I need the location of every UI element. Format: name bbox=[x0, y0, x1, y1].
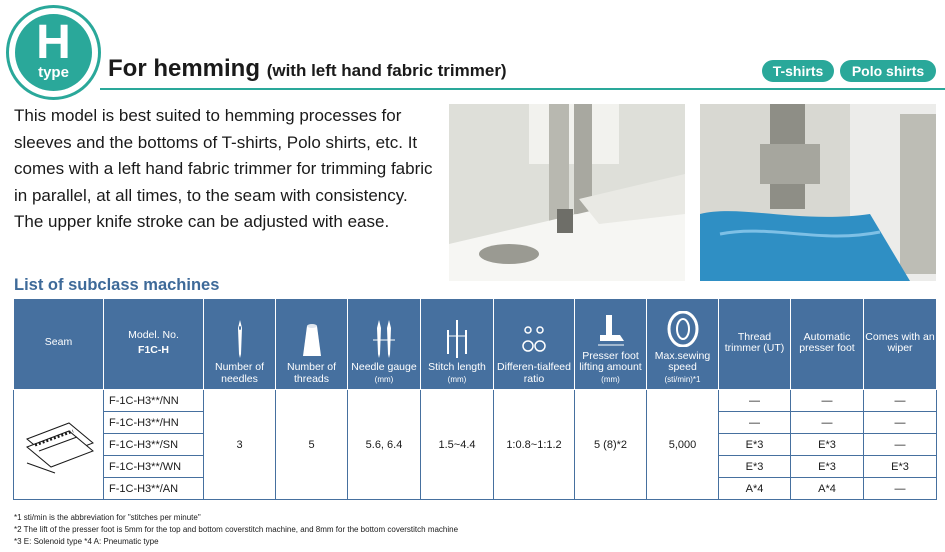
model-cell: F-1C-H3**/AN bbox=[104, 478, 204, 500]
header-needles: Number of needles bbox=[204, 299, 276, 390]
wiper-cell: — bbox=[864, 390, 937, 412]
gauge-cell: 5.6, 6.4 bbox=[348, 390, 421, 500]
header-speed-unit: (sti/min)*1 bbox=[664, 374, 701, 384]
machine-photo-1 bbox=[449, 104, 685, 281]
footnotes bbox=[14, 512, 458, 548]
wiper-cell: — bbox=[864, 412, 937, 434]
needle-icon bbox=[235, 320, 245, 358]
type-badge-inner bbox=[15, 14, 92, 91]
diff-cell: 1:0.8~1:1.2 bbox=[494, 390, 575, 500]
header-speed: Max.sewing speed (sti/min)*1 bbox=[647, 299, 719, 390]
table-row bbox=[14, 390, 937, 412]
wiper-cell: — bbox=[864, 434, 937, 456]
header-thread-trimmer: Thread trimmer (UT) bbox=[719, 299, 791, 390]
model-cell: F-1C-H3**/NN bbox=[104, 390, 204, 412]
header-threads: Number of threads bbox=[276, 299, 348, 390]
presser-cell: 5 (8)*2 bbox=[575, 390, 647, 500]
header-gauge-unit: (mm) bbox=[374, 374, 394, 384]
table-header-row bbox=[14, 299, 937, 390]
needle-gauge-icon bbox=[371, 320, 397, 358]
trimmer-cell: A*4 bbox=[719, 478, 791, 500]
auto-presser-cell: E*3 bbox=[791, 456, 864, 478]
header-stitch-unit: (mm) bbox=[447, 374, 467, 384]
title-underline bbox=[100, 88, 945, 90]
model-cell: F-1C-H3**/HN bbox=[104, 412, 204, 434]
header-presser-unit: (mm) bbox=[601, 374, 620, 384]
header-wiper: Comes with an wiper bbox=[864, 299, 937, 390]
header-gauge: Needle gauge (mm) bbox=[348, 299, 421, 390]
speed-cell: 5,000 bbox=[647, 390, 719, 500]
type-badge-sub: type bbox=[38, 64, 69, 81]
type-badge-letter: H bbox=[36, 16, 71, 69]
seam-diagram-icon bbox=[19, 403, 99, 483]
model-cell: F-1C-H3**/SN bbox=[104, 434, 204, 456]
header-model-label: Model. No. bbox=[128, 328, 179, 341]
header-differential: Differen-tialfeed ratio bbox=[494, 299, 575, 390]
subclass-table bbox=[13, 298, 937, 500]
footnote-2: *2 The lift of the presser foot is 5mm for the top and bottom coverstitch machine, and 8mm for the bottom coverstitch machine bbox=[14, 525, 459, 534]
threads-cell: 5 bbox=[276, 390, 348, 500]
footnote-3: *3 E: Solenoid type *4 A: Pneumatic type bbox=[14, 537, 159, 546]
header-model bbox=[104, 299, 204, 390]
auto-presser-cell: E*3 bbox=[791, 434, 864, 456]
trimmer-cell: E*3 bbox=[719, 456, 791, 478]
footnote-1: *1 sti/min is the abbreviation for "stitches per minute" bbox=[14, 513, 201, 522]
presser-foot-icon bbox=[596, 315, 626, 347]
trimmer-cell: — bbox=[719, 412, 791, 434]
header-auto-presser: Automatic presser foot bbox=[791, 299, 864, 390]
section-title: List of subclass machines bbox=[14, 276, 220, 294]
auto-presser-cell: — bbox=[791, 390, 864, 412]
differential-feed-icon bbox=[519, 320, 549, 358]
stitch-length-icon bbox=[444, 320, 470, 358]
wiper-cell: — bbox=[864, 478, 937, 500]
page-title-sub: (with left hand fabric trimmer) bbox=[266, 61, 507, 80]
tag-tshirts: T-shirts bbox=[762, 60, 834, 82]
header-presser: Presser foot lifting amount (mm) bbox=[575, 299, 647, 390]
stitch-cell: 1.5~4.4 bbox=[421, 390, 494, 500]
page-title-main: For hemming bbox=[108, 55, 261, 82]
thread-spool-icon bbox=[301, 324, 323, 358]
seam-diagram bbox=[14, 390, 104, 500]
auto-presser-cell: — bbox=[791, 412, 864, 434]
type-badge bbox=[6, 5, 101, 100]
model-cell: F-1C-H3**/WN bbox=[104, 456, 204, 478]
header-model-series: F1C-H bbox=[138, 344, 169, 356]
trimmer-cell: — bbox=[719, 390, 791, 412]
model-description: This model is best suited to hemming processes for sleeves and the bottoms of T-shirts, Polo shirts, etc. It comes with a left hand fabric trimmer for trimming fabric in parallel, at all times, to the seam with consistency. The upper knife stroke can be adjusted with ease. bbox=[14, 106, 433, 231]
header-stitch: Stitch length (mm) bbox=[421, 299, 494, 390]
trimmer-cell: E*3 bbox=[719, 434, 791, 456]
header-seam: Seam bbox=[14, 299, 104, 390]
needles-cell: 3 bbox=[204, 390, 276, 500]
machine-photo-2 bbox=[700, 104, 936, 281]
auto-presser-cell: A*4 bbox=[791, 478, 864, 500]
speed-icon bbox=[667, 311, 699, 347]
wiper-cell: E*3 bbox=[864, 456, 937, 478]
page-title bbox=[108, 55, 507, 83]
tag-polo-shirts: Polo shirts bbox=[840, 60, 936, 82]
